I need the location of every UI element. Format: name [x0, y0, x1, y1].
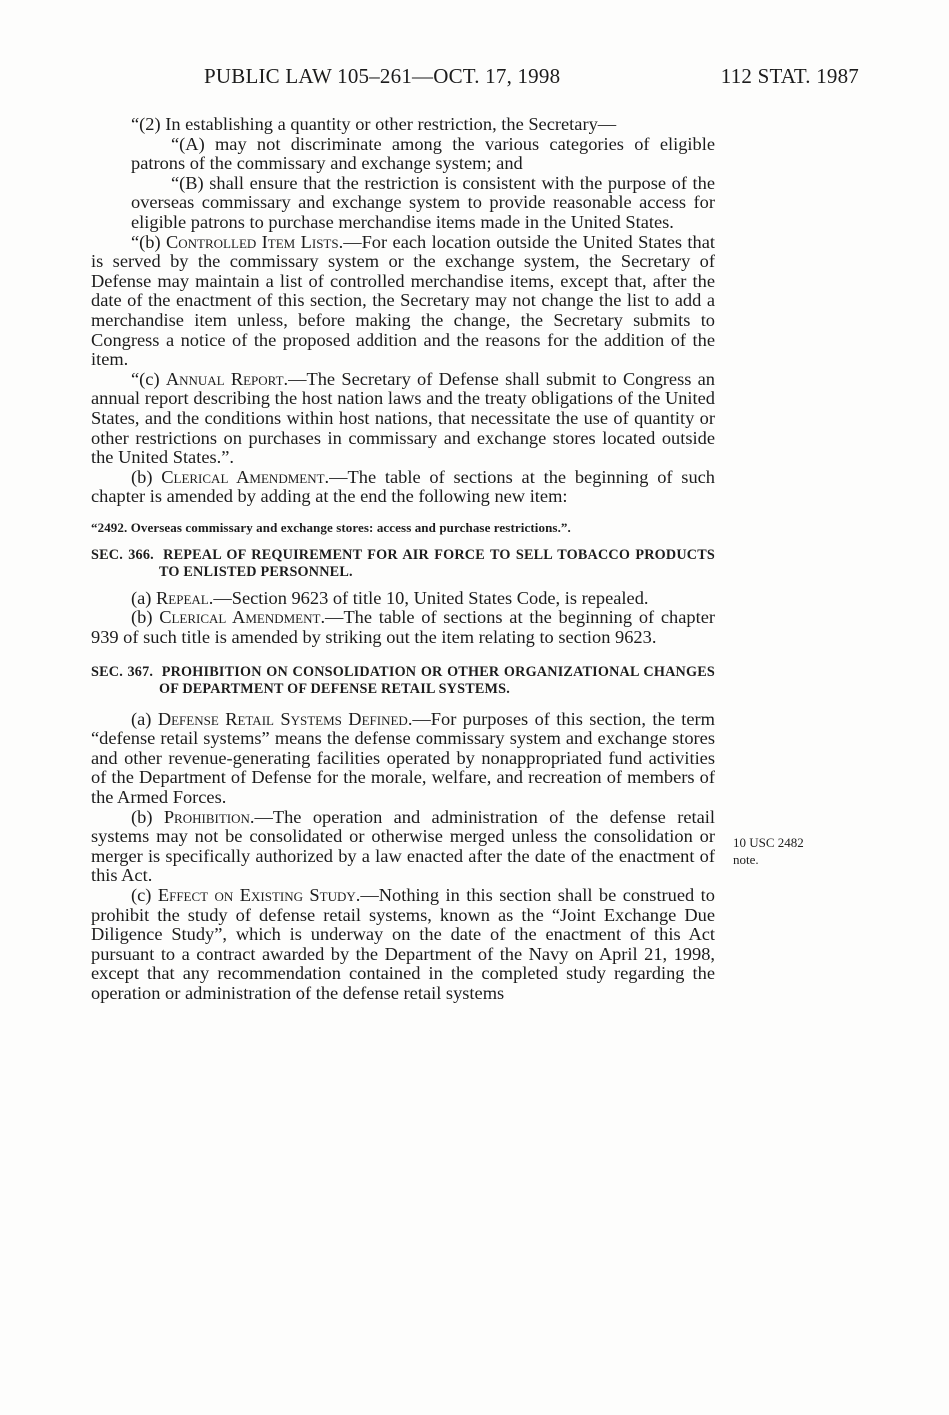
subsection-label: (b)	[131, 806, 164, 827]
subsection-text: .—The table of sections at the beginning of chapter 939 of such title is amended by striking out the item relating to section 9623.	[91, 607, 715, 648]
section-366-heading	[91, 547, 715, 581]
subsection-a-repeal	[91, 589, 715, 609]
subsection-label: (c)	[131, 885, 158, 905]
statute-page-number: 112 STAT. 1987	[720, 64, 859, 88]
subsection-b-prohibition	[91, 808, 715, 886]
subsection-heading: Controlled Item Lists	[166, 231, 339, 252]
subsection-text: .—Section 9623 of title 10, United States Code, is repealed.	[208, 587, 649, 608]
table-of-sections-item: “2492. Overseas commissary and exchange stores: access and purchase restrictions.”.	[91, 519, 571, 535]
margin-note-line: 10 USC 2482	[733, 835, 804, 850]
subsection-heading: Clerical Amendment	[159, 607, 321, 628]
subsection-heading: Annual Report	[165, 368, 284, 389]
running-title: PUBLIC LAW 105–261—OCT. 17, 1998	[204, 64, 561, 88]
subsection-a-definitions	[91, 710, 715, 808]
subsection-label: (b)	[131, 607, 160, 628]
margin-citation-note	[733, 834, 843, 868]
subsection-heading: Defense Retail Systems Defined	[157, 708, 408, 729]
page-header	[204, 64, 859, 94]
subsection-text: .—The table of sections at the beginning of such chapter is amended by adding at the end the following new item:	[91, 466, 716, 507]
subsection-label: (a)	[131, 587, 157, 608]
section-title: REPEAL OF REQUIREMENT FOR AIR FORCE TO SELL TOBACCO PRODUCTS TO ENLISTED PERSONNEL.	[159, 546, 716, 580]
subsection-text: .—For purposes of this section, the term “defense retail systems” means the defense commissary system and exchange stores and other revenue-generating facilities operated by nonappropriated fund activities of the Department of Defense for the morale, welfare, and recreation of members of the Armed Forces.	[91, 708, 715, 808]
subsection-heading: Clerical Amendment	[161, 466, 325, 487]
subparagraph-a: “(A) may not discriminate among the various categories of eligible patrons of the commissary and exchange system; and	[131, 133, 715, 174]
paragraph-2: “(2) In establishing a quantity or other restriction, the Secretary—	[131, 114, 617, 134]
subsection-c-existing-study	[91, 886, 715, 1004]
subsection-text: .—For each location outside the United States that is served by the commissary system or the exchange system, the Secretary of Defense may maintain a list of controlled merchandise items, except that, after the date of the enactment of this section, the Secretary may not change the list to add a merchandise item unless, before making the change, the Secretary submits to Congress a notice of the proposed addition and the reasons for the addition of the item.	[91, 231, 715, 370]
subparagraph-b: “(B) shall ensure that the restriction is consistent with the purpose of the overseas commissary and exchange system to provide reasonable access for eligible patrons to purchase merchandise items made in the United States.	[131, 172, 715, 232]
subsection-text: .—The operation and administration of the defense retail systems may not be consolidated or otherwise merged unless the consolidation or merger is specifically authorized by a law enacted after the date of the enactment of this Act.	[91, 806, 715, 886]
subsection-b-clerical-amendment	[91, 608, 715, 647]
subsection-heading: Effect on Existing Study	[157, 885, 356, 905]
section-title: PROHIBITION ON CONSOLIDATION OR OTHER ORGANIZATIONAL CHANGES OF DEPARTMENT OF DEFENSE RETAIL SYSTEMS.	[159, 663, 715, 697]
subsection-text: .—The Secretary of Defense shall submit to Congress an annual report describing the host nation laws and the treaty obligations of the United States, and the conditions within host nations, that necessitate the use of quantity or other restrictions on purchases in commissary and exchange stores located outside the United States.”.	[91, 368, 716, 468]
section-number: SEC. 367.	[91, 663, 154, 680]
subsection-heading: Repeal	[156, 587, 209, 608]
subsection-label: (b)	[131, 466, 162, 487]
document-body	[91, 115, 715, 1004]
subsection-label: “(b)	[131, 231, 167, 252]
subsection-c-annual-report	[91, 370, 715, 468]
subsection-b-controlled-item-lists	[91, 233, 715, 370]
section-367-heading	[91, 664, 715, 698]
subsection-clerical-amendment	[91, 468, 715, 507]
subsection-label: (a)	[131, 708, 158, 729]
subsection-label: “(c)	[131, 368, 166, 389]
section-number: SEC. 366.	[91, 546, 154, 563]
subsection-heading: Prohibition	[163, 806, 250, 827]
margin-note-line: note.	[733, 852, 759, 867]
subparagraph-group	[91, 135, 715, 233]
subsection-text: .—Nothing in this section shall be construed to prohibit the study of defense retail systems, known as the “Joint Exchange Due Diligence Study”, which is underway on the date of the enactment of this Act pursuant to a contract awarded by the Department of the Navy on April 21, 1998, except that any recommendation contained in the completed study regarding the operation or administration of the defense retail systems	[91, 885, 715, 1003]
